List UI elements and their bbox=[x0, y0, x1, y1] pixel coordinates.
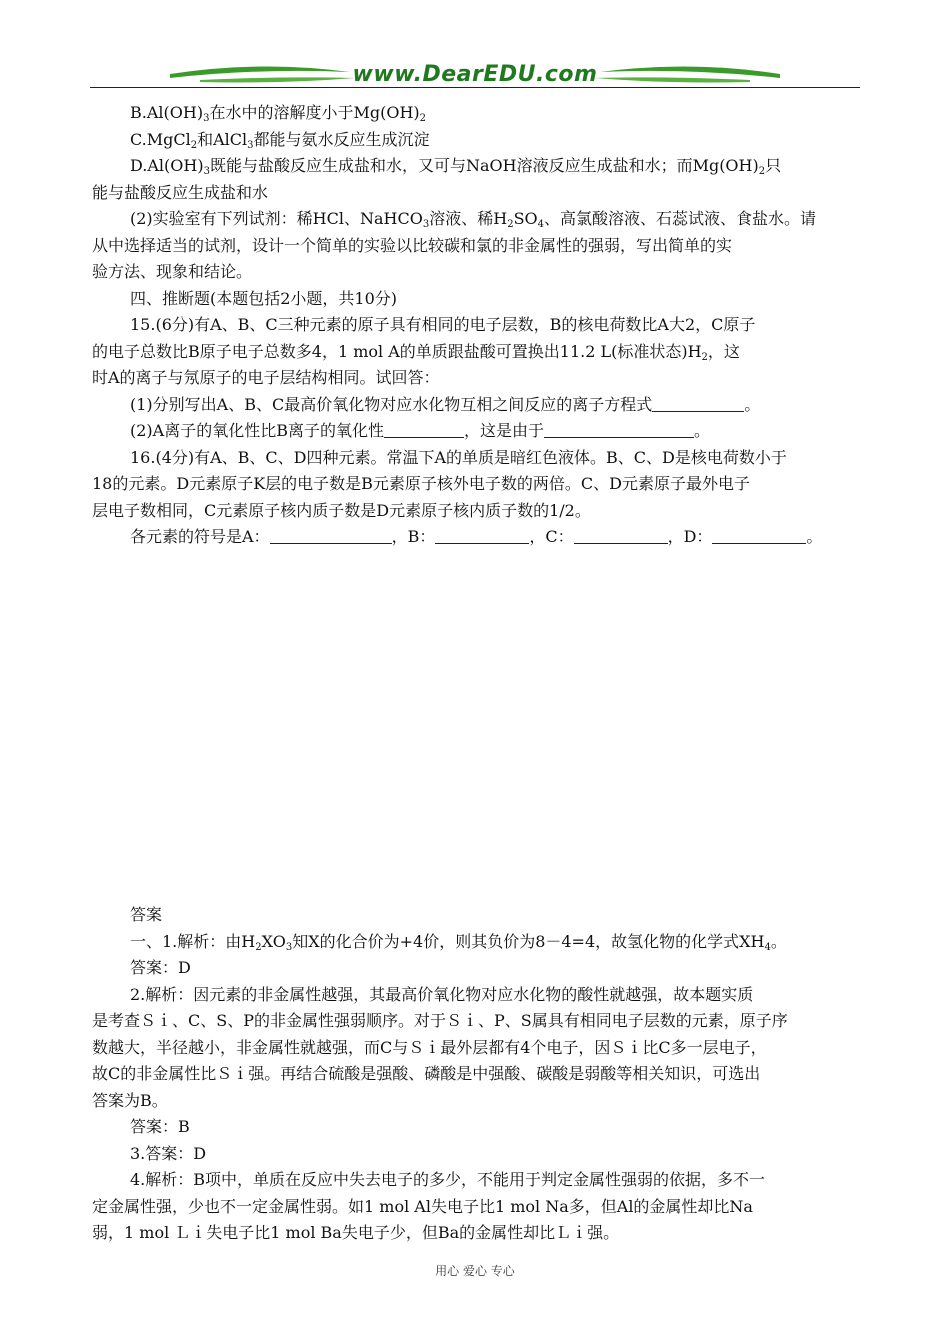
question-2-line-2: 从中选择适当的试剂，设计一个简单的实验以比较碳和氯的非金属性的强弱，写出简单的实 bbox=[92, 235, 733, 255]
question-15-part-2: (2)A离子的氧化性比B离子的氧化性 ，这是由于 。 bbox=[130, 421, 711, 440]
answer-blank[interactable] bbox=[270, 527, 392, 544]
header-divider bbox=[90, 87, 860, 88]
question-15-part-1: (1)分别写出A、B、C最高价氧化物对应水化物互相之间反应的离子方程式 。 bbox=[130, 394, 761, 414]
answer-blank[interactable] bbox=[574, 527, 668, 544]
option-c: C.MgCl$_2$和AlCl$_3$都能与氨水反应生成沉淀 bbox=[130, 129, 430, 151]
answer-2-line-2: 是考查Ｓｉ、C、S、P的非金属性强弱顺序。对于Ｓｉ、P、S属具有相同电子层数的元素，原子序 bbox=[92, 1011, 788, 1030]
question-16-line-3: 层电子数相同，C元素原子核内质子数是D元素原子核内质子数的1/2。 bbox=[92, 500, 591, 520]
option-d: $D.Al(OH)_3$既能与盐酸反应生成盐和水，又可与NaOH溶液反应生成盐和水；而$Mg(OH)_2$只 bbox=[130, 156, 782, 177]
question-2-line-1: (2)实验室有下列试剂：稀HCl、NaHCO$_3$溶液、稀$H_2SO_4$、高氯酸溶液、石蕊试液、食盐水。请 bbox=[130, 209, 817, 230]
question-section bbox=[92, 100, 860, 551]
option-b: $B.Al(OH)_3$在水中的溶解度小于$Mg(OH)_2$ bbox=[130, 103, 427, 124]
section-4-heading: 四、推断题(本题包括2小题，共10分) bbox=[130, 288, 398, 308]
answer-2-line-5: 答案为B。 bbox=[92, 1090, 168, 1110]
answer-2-line-1: 2.解析：因元素的非金属性越强，其最高价氧化物对应水化物的酸性就越强，故本题实质 bbox=[130, 984, 754, 1004]
question-15-line-1: 15.(6分)有A、B、C三种元素的原子具有相同的电子层数，B的核电荷数比A大2，C原子 bbox=[130, 315, 756, 334]
page-footer: 用心 爱心 专心 bbox=[435, 1264, 515, 1278]
option-d-continued: 能与盐酸反应生成盐和水 bbox=[92, 182, 269, 202]
question-16-line-1: 16.(4分)有A、B、C、D四种元素。常温下A的单质是暗红色液体。B、C、D是核电荷数小于 bbox=[130, 447, 787, 467]
answer-blank[interactable] bbox=[544, 421, 694, 438]
question-15-line-2: 的电子总数比B原子电子总数多4，1 mol A的单质跟盐酸可置换出11.2 L(标准状态)$H_2$，这 bbox=[92, 341, 740, 363]
answer-2-line-3: 数越大，半径越小，非金属性就越强，而C与Ｓｉ最外层都有4个电子，因Ｓｉ比C多一层电子， bbox=[92, 1037, 767, 1057]
answer-blank[interactable] bbox=[435, 527, 529, 544]
answer-blank[interactable] bbox=[712, 527, 806, 544]
answer-3: 3.答案：D bbox=[130, 1143, 207, 1163]
answers-title: 答案 bbox=[130, 905, 163, 924]
answer-2-result: 答案：B bbox=[130, 1117, 190, 1136]
answer-blank[interactable] bbox=[384, 421, 464, 438]
answer-1-result: 答案：D bbox=[130, 958, 191, 977]
question-2-line-3: 验方法、现象和结论。 bbox=[92, 262, 253, 281]
site-logo-text: www.DearEDU.com bbox=[352, 62, 598, 87]
answer-blank[interactable] bbox=[652, 395, 744, 412]
answer-4-line-3: 弱，1 mol Ｌｉ失电子比1 mol Ba失电子少，但Ba的金属性却比Ｌｉ强。 bbox=[92, 1223, 620, 1242]
answer-2-line-4: 故C的非金属性比Ｓｉ强。再结合硫酸是强酸、磷酸是中强酸、碳酸是弱酸等相关知识，可选出 bbox=[92, 1064, 761, 1083]
answer-1-analysis: 一、1.解析：由$H_2XO_3$知X的化合价为+4价，则其负价为8－4=4，故氢化物的化学式$XH_4$。 bbox=[130, 931, 787, 953]
question-16-line-2: 18的元素。D元素原子K层的电子数是B元素原子核外电子数的两倍。C、D元素原子最外电子 bbox=[92, 474, 750, 493]
question-15-line-3: 时A的离子与氖原子的电子层结构相同。试回答： bbox=[92, 368, 440, 387]
answer-4-line-2: 定金属性强，少也不一定金属性弱。如1 mol Al失电子比1 mol Na多，但Al的金属性却比Na bbox=[92, 1196, 753, 1216]
question-16-ask: 各元素的符号是A： ，B： ，C： ，D： 。 bbox=[130, 527, 823, 546]
answer-4-line-1: 4.解析：B项中，单质在反应中失去电子的多少，不能用于判定金属性强弱的依据，多不一 bbox=[130, 1170, 766, 1189]
answers-section bbox=[92, 902, 860, 1247]
